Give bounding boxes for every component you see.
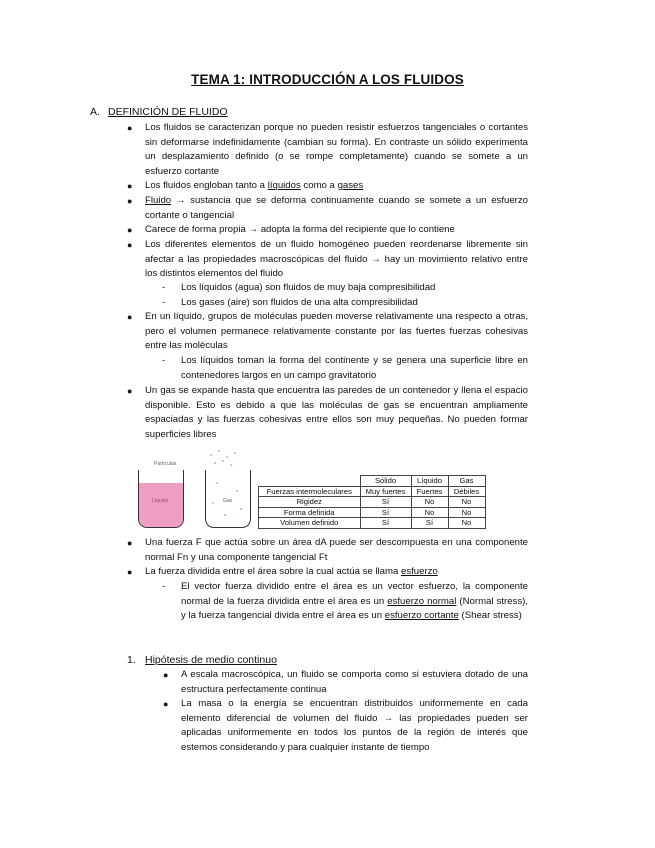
dash-marker: - — [162, 282, 166, 293]
term-fluido: Fluido — [145, 195, 172, 206]
term-esfuerzo-normal: esfuerzo normal — [387, 595, 457, 607]
bullet-uniform-distribution: La masa o la energía se encuentran distribuidos uniformemente en cada elemento diferencial de volumen del fluido → las propiedades pueden ser aplicadas uniformemente en todos los puntos de la región de interés que estemos considerando y para cualquier instante de tiempo — [181, 698, 528, 753]
bullet-force-components: Una fuerza F que actúa sobre un área dA puede ser descompuesta en una componente normal Fn y una componente tangencial Ft — [145, 537, 528, 563]
liquid-gas-figure — [130, 450, 255, 532]
section-a-title: DEFINICIÓN DE FLUIDO — [108, 106, 228, 118]
bullet-icon: ● — [127, 240, 133, 250]
dash-liquids-compressibility: Los líquidos (agua) son fluidos de muy baja compresibilidad — [181, 282, 436, 293]
bullet-fluid-definition: Los fluidos se caracterizan porque no pueden resistir esfuerzos tangenciales o cortantes sin deformarse indefinidamente (cambian su forma). En contraste un sólido experimenta un desplazamiento definido (o se rompe completamente) cuando se somete a un esfuerzo cortante — [145, 122, 528, 177]
section-a-marker: A. — [90, 106, 100, 118]
figure-label-liquid: Líquido — [152, 498, 169, 504]
bullet-icon: ● — [163, 670, 169, 680]
bullet-fluido: Fluido → sustancia que se deforma continuamente cuando se somete a un esfuerzo cortante o tangencial — [145, 195, 528, 221]
figure-label-gas: Gas — [223, 498, 233, 504]
table-header: Sólido — [360, 476, 411, 487]
bullet-icon: ● — [127, 196, 133, 206]
page-title: TEMA 1: INTRODUCCIÓN A LOS FLUIDOS — [191, 72, 464, 87]
section-1-title: Hipótesis de medio continuo — [145, 654, 277, 666]
liquid-fill — [139, 483, 183, 527]
properties-table — [258, 475, 486, 529]
table-row: Fuerzas intermoleculares Muy fuertes Fuertes Débiles — [259, 486, 486, 497]
dash-stress-vector: El vector fuerza dividido entre el área es un vector esfuerzo, la componente normal de la fuerza dividida entre el área es un esfuerzo normal (Normal stress), y la fuerza tangencial divida entre el área es un esfuerzo cortante (Shear stress) — [181, 581, 529, 621]
bullet-gas-expands: Un gas se expande hasta que encuentra las paredes de un contenedor y llena el espacio disponible. Esto es debido a que las moléculas de gas se encuentran ampliamente espaciadas y las fuerzas cohesivas entre ellos son muy pequeñas. No pueden formar superficies libres — [145, 385, 528, 440]
bullet-icon: ● — [127, 386, 133, 396]
bullet-icon: ● — [127, 225, 133, 235]
table-header-row — [259, 476, 486, 487]
bullet-stress: La fuerza dividida entre el área sobre la cual actúa se llama esfuerzo — [145, 566, 438, 577]
bullet-icon: ● — [127, 538, 133, 548]
bullet-no-shape: Carece de forma propia → adopta la forma del recipiente que lo contiene — [145, 224, 455, 235]
dash-marker: - — [162, 581, 166, 592]
term-esfuerzo: esfuerzo — [400, 566, 438, 577]
bullet-icon: ● — [127, 123, 133, 133]
section-1-marker: 1. — [127, 654, 136, 666]
term-esfuerzo-cortante-text: esfuerzo cortante — [384, 610, 459, 621]
bullet-icon: ● — [163, 699, 169, 709]
table-header: Líquido — [411, 476, 448, 487]
gas-beaker — [205, 470, 251, 528]
bullet-homogeneous: Los diferentes elementos de un fluido homogéneo pueden reordenarse libremente sin afectar a las propiedades macroscópicas del fluido → hay un movimiento relativo entre los distintos elementos del fluido — [145, 239, 528, 279]
table-row: Forma definida Sí No No — [259, 507, 486, 518]
table-row: Volumen definido Sí Sí No — [259, 518, 486, 529]
table-row: Rigidez Sí No No — [259, 497, 486, 508]
figure-label-particles: Partículas — [154, 461, 177, 467]
bullet-fluids-include: Los fluidos engloban tanto a líquidos como a gases — [145, 180, 364, 191]
bullet-liquid-molecules: En un líquido, grupos de moléculas pueden moverse relativamente una respecto a otras, pero el volumen permanece relativamente constante por las fuertes fuerzas cohesivas entre las moléculas — [145, 311, 528, 351]
term-esfuerzo-cortante: esfuerzo cortante (Shear stress) — [384, 610, 522, 621]
table-header: Gas — [448, 476, 485, 487]
dash-marker: - — [162, 297, 166, 308]
term-liquidos: líquidos — [267, 180, 301, 191]
dash-marker: - — [162, 355, 166, 366]
bullet-macroscopic-scale: A escala macroscópica, un fluido se comporta como si estuviera dotado de una estructura perfectamente continua — [181, 669, 528, 695]
bullet-icon: ● — [127, 181, 133, 191]
dash-gases-compressibility: Los gases (aire) son fluidos de una alta compresibilidad — [181, 297, 418, 308]
term-gases: gases — [337, 180, 364, 191]
liquid-beaker — [138, 470, 184, 528]
dash-free-surface: Los líquidos toman la forma del continente y se genera una superficie libre en contenedores largos en un campo gravitatorio — [181, 355, 528, 381]
bullet-icon: ● — [127, 567, 133, 577]
bullet-icon: ● — [127, 312, 133, 322]
